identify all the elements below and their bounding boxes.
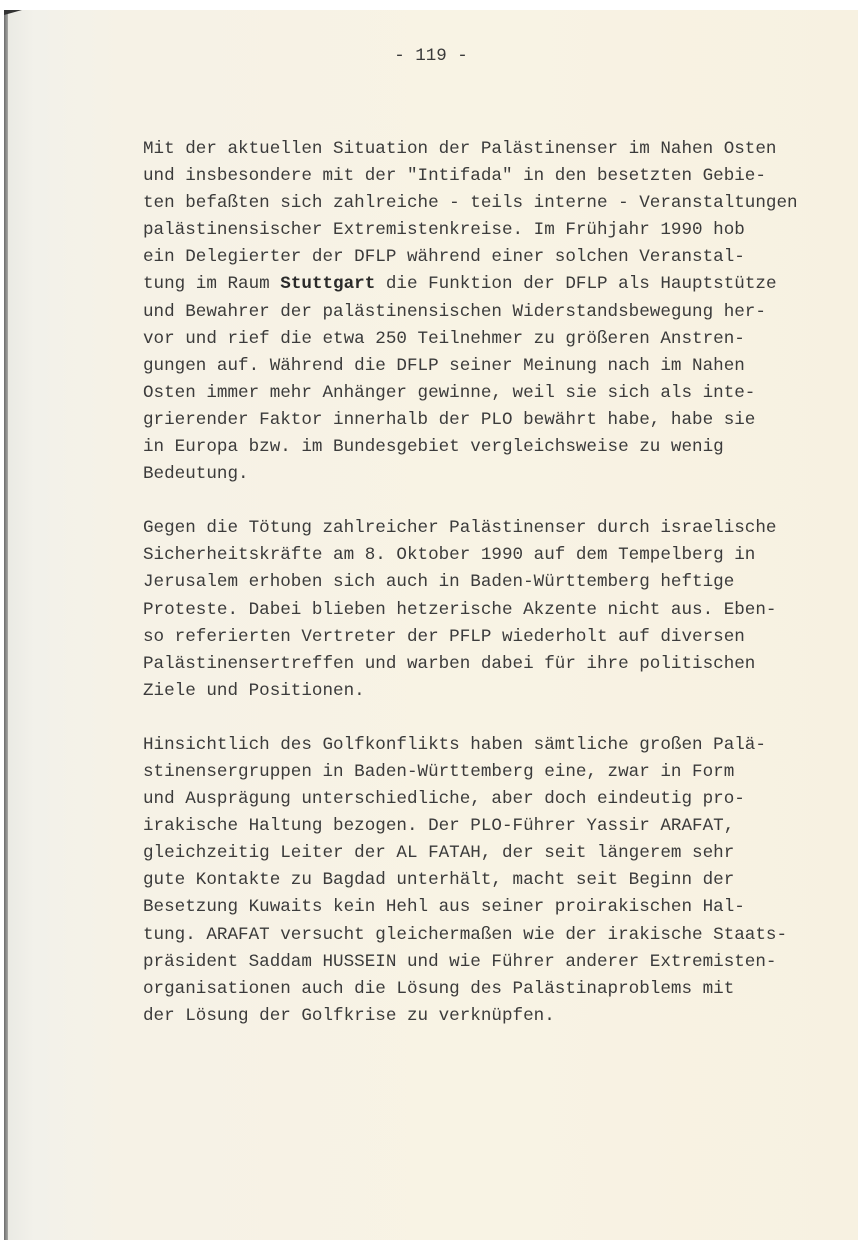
text-line: Hinsichtlich des Golfkonflikts haben sämtliche großen Palä- xyxy=(143,734,766,755)
text-line: organisationen auch die Lösung des Palästinaproblems mit xyxy=(143,978,735,999)
text-line: gute Kontakte zu Bagdad unterhält, macht seit Beginn der xyxy=(143,870,735,891)
page-binding-edge xyxy=(4,10,8,1240)
text-line: ein Delegierter der DFLP während einer solchen Veranstal- xyxy=(143,247,745,268)
paragraph-dflp xyxy=(143,136,798,488)
text-run: tung im Raum xyxy=(143,274,281,295)
text-line: Osten immer mehr Anhänger gewinne, weil sie sich als inte- xyxy=(143,382,756,403)
text-line: in Europa bzw. im Bundesgebiet vergleichsweise zu wenig xyxy=(143,437,724,458)
text-line: irakische Haltung bezogen. Der PLO-Führer Yassir ARAFAT, xyxy=(143,816,735,837)
text-line: Palästinensertreffen und warben dabei für ihre politischen xyxy=(143,653,756,674)
text-line: Ziele und Positionen. xyxy=(143,680,365,701)
text-line: grierender Faktor innerhalb der PLO bewährt habe, habe sie xyxy=(143,409,756,430)
text-line: stinensergruppen in Baden-Württemberg eine, zwar in Form xyxy=(143,761,735,782)
text-line: ten befaßten sich zahlreiche - teils interne - Veranstaltungen xyxy=(143,193,798,214)
text-line: Bedeutung. xyxy=(143,464,249,485)
text-line xyxy=(143,271,798,298)
text-line: und Bewahrer der palästinensischen Widerstandsbewegung her- xyxy=(143,301,766,322)
text-line: Gegen die Tötung zahlreicher Palästinenser durch israelische xyxy=(143,518,777,539)
corner-mark xyxy=(4,10,22,15)
text-line: und insbesondere mit der "Intifada" in den besetzten Gebie- xyxy=(143,166,766,187)
text-line: Proteste. Dabei blieben hetzerische Akzente nicht aus. Eben- xyxy=(143,599,777,620)
paragraph-tempelberg-protests xyxy=(143,515,798,705)
text-line: und Ausprägung unterschiedliche, aber doch eindeutig pro- xyxy=(143,789,745,810)
text-line: palästinensischer Extremistenkreise. Im Frühjahr 1990 hob xyxy=(143,220,745,241)
text-line: gungen auf. Während die DFLP seiner Meinung nach im Nahen xyxy=(143,355,745,376)
text-line: Besetzung Kuwaits kein Hehl aus seiner proirakischen Hal- xyxy=(143,897,745,918)
text-line: der Lösung der Golfkrise zu verknüpfen. xyxy=(143,1005,555,1026)
bold-location-stuttgart: Stuttgart xyxy=(280,274,376,295)
text-line: Sicherheitskräfte am 8. Oktober 1990 auf dem Tempelberg in xyxy=(143,545,756,566)
text-line: tung. ARAFAT versucht gleichermaßen wie der irakische Staats- xyxy=(143,924,788,945)
text-line: so referierten Vertreter der PFLP wiederholt auf diversen xyxy=(143,626,745,647)
text-line: Mit der aktuellen Situation der Palästinenser im Nahen Osten xyxy=(143,139,777,159)
text-line: gleichzeitig Leiter der AL FATAH, der seit längerem sehr xyxy=(143,843,735,864)
document-page xyxy=(4,10,858,1240)
text-line: Jerusalem erhoben sich auch in Baden-Württemberg heftige xyxy=(143,572,735,593)
text-line: präsident Saddam HUSSEIN und wie Führer anderer Extremisten- xyxy=(143,951,777,972)
body-text xyxy=(143,136,798,1057)
text-line: vor und rief die etwa 250 Teilnehmer zu größeren Anstren- xyxy=(143,328,745,349)
text-run: die Funktion der DFLP als Hauptstütze xyxy=(375,274,777,295)
page-number: - 119 - xyxy=(394,46,468,66)
paragraph-gulf-conflict xyxy=(143,732,798,1030)
